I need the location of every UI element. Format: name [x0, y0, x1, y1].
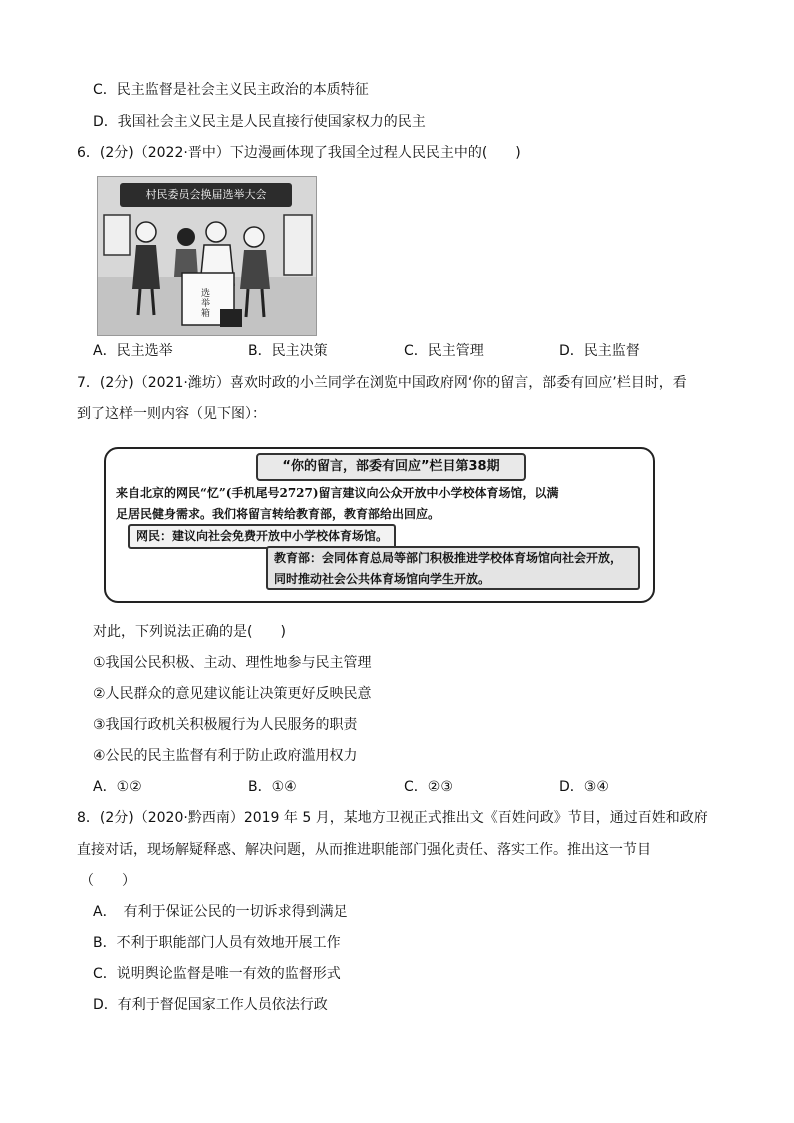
q8-option-a[interactable]: A． 有利于保证公民的一切诉求得到满足: [93, 904, 348, 920]
statement-2: ②人民群众的意见建议能让决策更好反映民意: [93, 686, 372, 702]
q7-option-c[interactable]: C．②③: [404, 779, 453, 795]
netizen-message: 网民：建议向社会免费开放中小学校体育场馆。: [128, 524, 396, 549]
question-7-prompt: 对此，下列说法正确的是( ): [93, 624, 286, 640]
q6-option-b[interactable]: B．民主决策: [248, 343, 328, 359]
q7-option-d[interactable]: D．③④: [559, 779, 609, 795]
q6-option-c[interactable]: C．民主管理: [404, 343, 484, 359]
statement-3: ③我国行政机关积极履行为人民服务的职责: [93, 717, 358, 733]
q8-option-d[interactable]: D．有利于督促国家工作人员依法行政: [93, 997, 328, 1013]
question-8-line2: 直接对话，现场解疑释惑、解决问题，从而推进职能部门强化责任、落实工作。推出这一节目: [77, 842, 651, 858]
cartoon-banner: 村民委员会换届选举大会: [120, 183, 292, 207]
question-7-line2: 到了这样一则内容（见下图）：: [77, 406, 266, 422]
notice-title: “你的留言，部委有回应”栏目第38期: [256, 453, 526, 481]
ballot-box-label: 选举箱: [201, 289, 211, 319]
q6-option-a[interactable]: A．民主选举: [93, 343, 173, 359]
notice-body-line1: 来自北京的网民“忆”(手机尾号2727)留言建议向公众开放中小学校体育场馆，以满: [116, 486, 559, 500]
option-d-prev: D．我国社会主义民主是人民直接行使国家权力的民主: [93, 114, 426, 130]
q6-option-d[interactable]: D．民主监督: [559, 343, 640, 359]
statement-1: ①我国公民积极、主动、理性地参与民主管理: [93, 655, 372, 671]
q8-option-c[interactable]: C．说明舆论监督是唯一有效的监督形式: [93, 966, 341, 982]
q7-option-b[interactable]: B．①④: [248, 779, 297, 795]
notice-body-line2: 足居民健身需求。我们将留言转给教育部，教育部给出回应。: [116, 507, 441, 521]
question-6: 6．(2分)（2022·晋中）下边漫画体现了我国全过程人民民主中的( ): [77, 145, 521, 161]
question-8-line1: 8．(2分)（2020·黔西南）2019 年 5 月，某地方卫视正式推出文《百姓问政》节目，通过百姓和政府: [77, 810, 708, 826]
q7-option-a[interactable]: A．①②: [93, 779, 142, 795]
notice-image: [104, 443, 653, 605]
notice-body: [116, 483, 559, 525]
question-8-bracket: （ ）: [80, 873, 136, 889]
cartoon-image: [97, 176, 317, 336]
question-7-line1: 7．(2分)（2021·潍坊）喜欢时政的小兰同学在浏览中国政府网‘你的留言，部委有回应’栏目时，看: [77, 375, 687, 391]
ministry-reply: 教育部：会同体育总局等部门积极推进学校体育场馆向社会开放，同时推动社会公共体育场馆向学生开放。: [266, 546, 640, 590]
option-c-prev: C．民主监督是社会主义民主政治的本质特征: [93, 82, 369, 98]
q8-option-b[interactable]: B．不利于职能部门人员有效地开展工作: [93, 935, 341, 951]
statement-4: ④公民的民主监督有利于防止政府滥用权力: [93, 748, 358, 764]
